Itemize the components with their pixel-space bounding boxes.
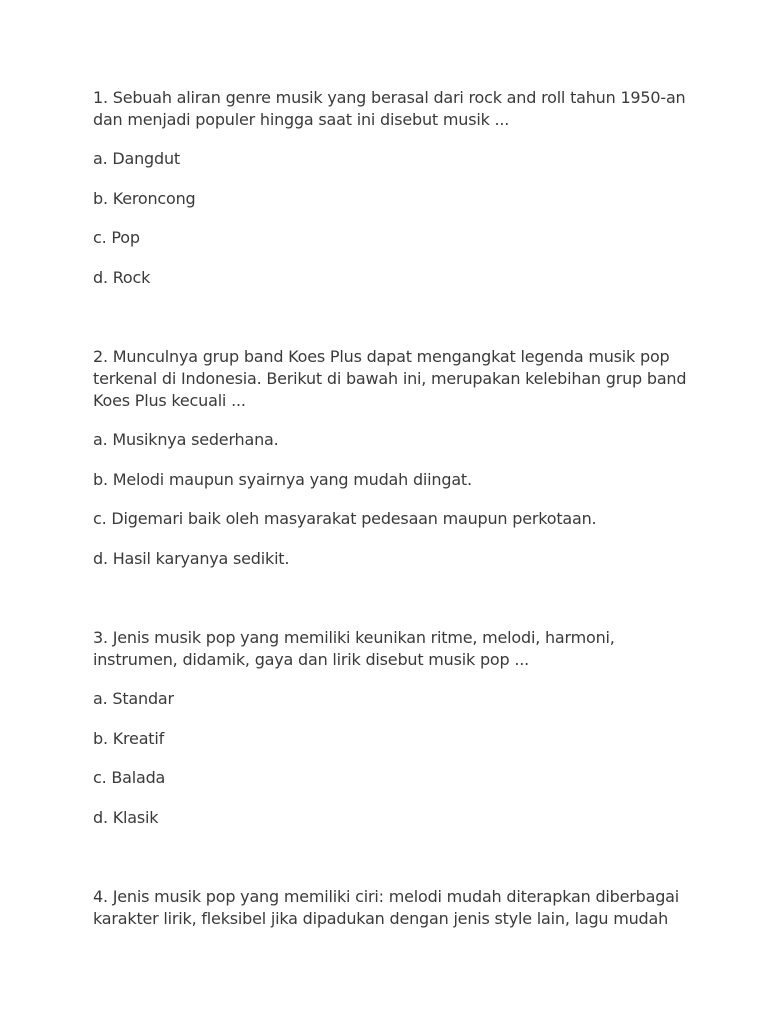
- question-1: [93, 87, 693, 289]
- answer-option-c: c. Digemari baik oleh masyarakat pedesaan maupun perkotaan.: [93, 509, 597, 528]
- answer-option-d: d. Klasik: [93, 807, 159, 827]
- question-text: 4. Jenis musik pop yang memiliki ciri: melodi mudah diterapkan diberbagai karakter lirik, fleksibel jika dipadukan dengan jenis style lain, lagu mudah: [93, 887, 680, 928]
- question-text: 2. Munculnya grup band Koes Plus dapat mengangkat legenda musik pop terkenal di Indonesia. Berikut di bawah ini, merupakan kelebihan grup band Koes Plus kecuali ...: [93, 347, 687, 410]
- question-text: 1. Sebuah aliran genre musik yang berasal dari rock and roll tahun 1950-an dan menjadi populer hingga saat ini disebut musik ...: [93, 88, 686, 129]
- answer-option-b: b. Melodi maupun syairnya yang mudah diingat.: [93, 469, 472, 489]
- document-page: [93, 87, 693, 947]
- question-spacer: [93, 587, 693, 627]
- answer-option-a: a. Standar: [93, 689, 174, 708]
- answer-option-c: c. Balada: [93, 768, 166, 787]
- answer-option-d: d. Rock: [93, 267, 151, 287]
- answer-option-b: b. Keroncong: [93, 188, 196, 208]
- question-3: [93, 627, 693, 829]
- question-2: [93, 346, 693, 570]
- question-4: [93, 886, 693, 930]
- answer-option-a: a. Musiknya sederhana.: [93, 430, 279, 449]
- answer-option-a: a. Dangdut: [93, 149, 180, 168]
- question-spacer: [93, 306, 693, 346]
- answer-option-b: b. Kreatif: [93, 728, 165, 748]
- answer-option-c: c. Pop: [93, 228, 140, 247]
- answer-option-d: d. Hasil karyanya sedikit.: [93, 548, 290, 568]
- question-text: 3. Jenis musik pop yang memiliki keunikan ritme, melodi, harmoni, instrumen, didamik, gaya dan lirik disebut musik pop ...: [93, 628, 615, 669]
- question-spacer: [93, 846, 693, 886]
